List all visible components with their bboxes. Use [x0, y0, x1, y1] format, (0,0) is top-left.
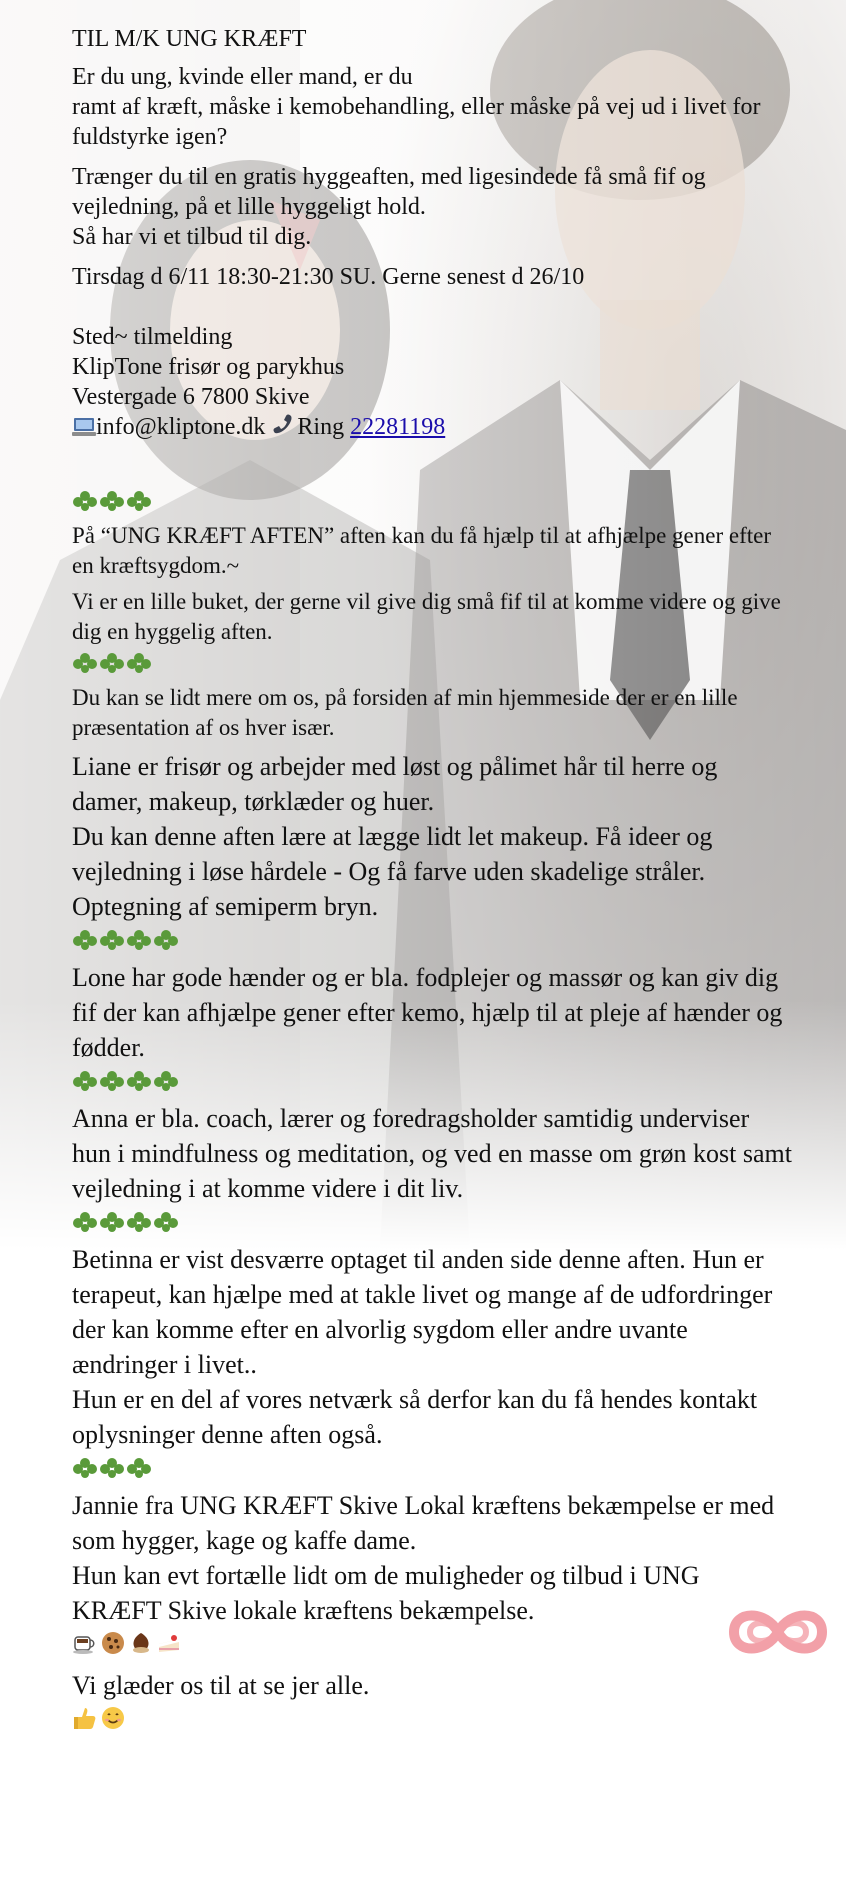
jannie-p2: Hun kan evt fortælle lidt om de muligheder og tilbud i UNG KRÆFT Skive lokale kræftens bekæmpelse. [72, 1561, 700, 1625]
coffee-icon [72, 1630, 98, 1656]
clover-divider [72, 1210, 792, 1236]
offer-line2: Så har vi et tilbud til dig. [72, 224, 312, 250]
anna-paragraph: Anna er bla. coach, lærer og foredragsholder samtidig underviser hun i mindfulness og meditation, og ved en masse om grøn kost samt vejledning i at komme videre i dit liv. [72, 1104, 792, 1203]
betinna-p2: Hun er en del af vores netværk så derfor kan du få hendes kontakt oplysninger denne aften også. [72, 1385, 758, 1449]
clover-divider [72, 489, 792, 515]
clover-icon [99, 1457, 125, 1481]
clover-icon [72, 1211, 98, 1235]
location-label: Sted~ tilmelding [72, 324, 233, 350]
phone-icon [271, 413, 297, 445]
location-address: Vestergade 6 7800 Skive [72, 384, 310, 410]
clover-divider [72, 1069, 792, 1095]
clover-icon [126, 1457, 152, 1481]
clover-icon [126, 1211, 152, 1235]
phone-prefix: Ring [297, 414, 351, 440]
clover-divider [72, 651, 792, 677]
liane-p1: Liane er frisør og arbejder med løst og pålimet hår til herre og damer, makeup, tørklæder og huer. [72, 752, 718, 816]
phone-link[interactable]: 22281198 [350, 414, 446, 440]
location-name: KlipTone frisør og parykhus [72, 354, 345, 380]
thumbs-up-icon [72, 1705, 98, 1731]
intro-line1: Er du ung, kvinde eller mand, er du [72, 64, 413, 90]
section1-p2: Vi er en lille buket, der gerne vil give dig små fif til at komme videre og give dig en hyggelig aften. [72, 589, 781, 644]
clover-icon [72, 1070, 98, 1094]
clover-icon [72, 929, 98, 953]
clover-icon [153, 1070, 179, 1094]
clover-icon [99, 929, 125, 953]
clover-icon [126, 652, 152, 676]
smile-icon [100, 1705, 126, 1731]
cookie-icon [100, 1630, 126, 1656]
jannie-p1: Jannie fra UNG KRÆFT Skive Lokal kræftens bekæmpelse er med som hygger, kage og kaffe dame. [72, 1491, 775, 1555]
clover-icon [99, 1211, 125, 1235]
lone-paragraph: Lone har gode hænder og er bla. fodplejer og massør og kan giv dig fif der kan afhjælpe gener efter kemo, hjælp til at pleje af hænder og fødder. [72, 963, 783, 1062]
post-content [72, 24, 792, 1733]
chestnut-icon [128, 1630, 154, 1656]
sign-off-emoji-row [72, 1703, 792, 1733]
clover-icon [126, 490, 152, 514]
section2-p1: Du kan se lidt mere om os, på forsiden af min hjemmeside der er en lille præsentation af os hver især. [72, 685, 738, 740]
liane-p2: Du kan denne aften lære at lægge lidt let makeup. Få ideer og vejledning i løse hårdele - Og få farve uden skadelige stråler. Optegning af semiperm bryn. [72, 822, 713, 921]
clover-icon [126, 929, 152, 953]
clover-icon [153, 929, 179, 953]
cake-icon [156, 1630, 182, 1656]
clover-divider [72, 928, 792, 954]
section1-p1: På “UNG KRÆFT AFTEN” aften kan du få hjælp til at afhjælpe gener efter en kræftsygdom.~ [72, 523, 771, 578]
clover-icon [72, 1457, 98, 1481]
offer-line1: Trænger du til en gratis hyggeaften, med ligesindede få små fif og vejledning, på et lille hyggeligt hold. [72, 164, 706, 220]
clover-icon [99, 1070, 125, 1094]
infinity-icon [720, 1596, 836, 1668]
closing-line: Vi glæder os til at se jer alle. [72, 1671, 370, 1700]
intro-line2: ramt af kræft, måske i kemobehandling, eller måske på vej ud i livet for fuldstyrke igen? [72, 94, 761, 150]
treats-emoji-row [72, 1628, 792, 1658]
clover-divider [72, 1456, 792, 1482]
page-title: TIL M/K UNG KRÆFT [72, 26, 307, 52]
contact-line [72, 412, 792, 445]
betinna-p1: Betinna er vist desværre optaget til anden side denne aften. Hun er terapeut, kan hjælpe med at takle livet og mange af de udfordringer der kan komme efter en alvorlig sygdom eller andre uvante ændringer i livet.. [72, 1245, 773, 1379]
clover-icon [153, 1211, 179, 1235]
clover-icon [126, 1070, 152, 1094]
clover-icon [72, 490, 98, 514]
contact-email: info@kliptone.dk [96, 414, 266, 440]
date-line: Tirsdag d 6/11 18:30-21:30 SU. Gerne senest d 26/10 [72, 264, 585, 290]
clover-icon [99, 490, 125, 514]
clover-icon [72, 652, 98, 676]
clover-icon [99, 652, 125, 676]
computer-icon [72, 415, 96, 445]
